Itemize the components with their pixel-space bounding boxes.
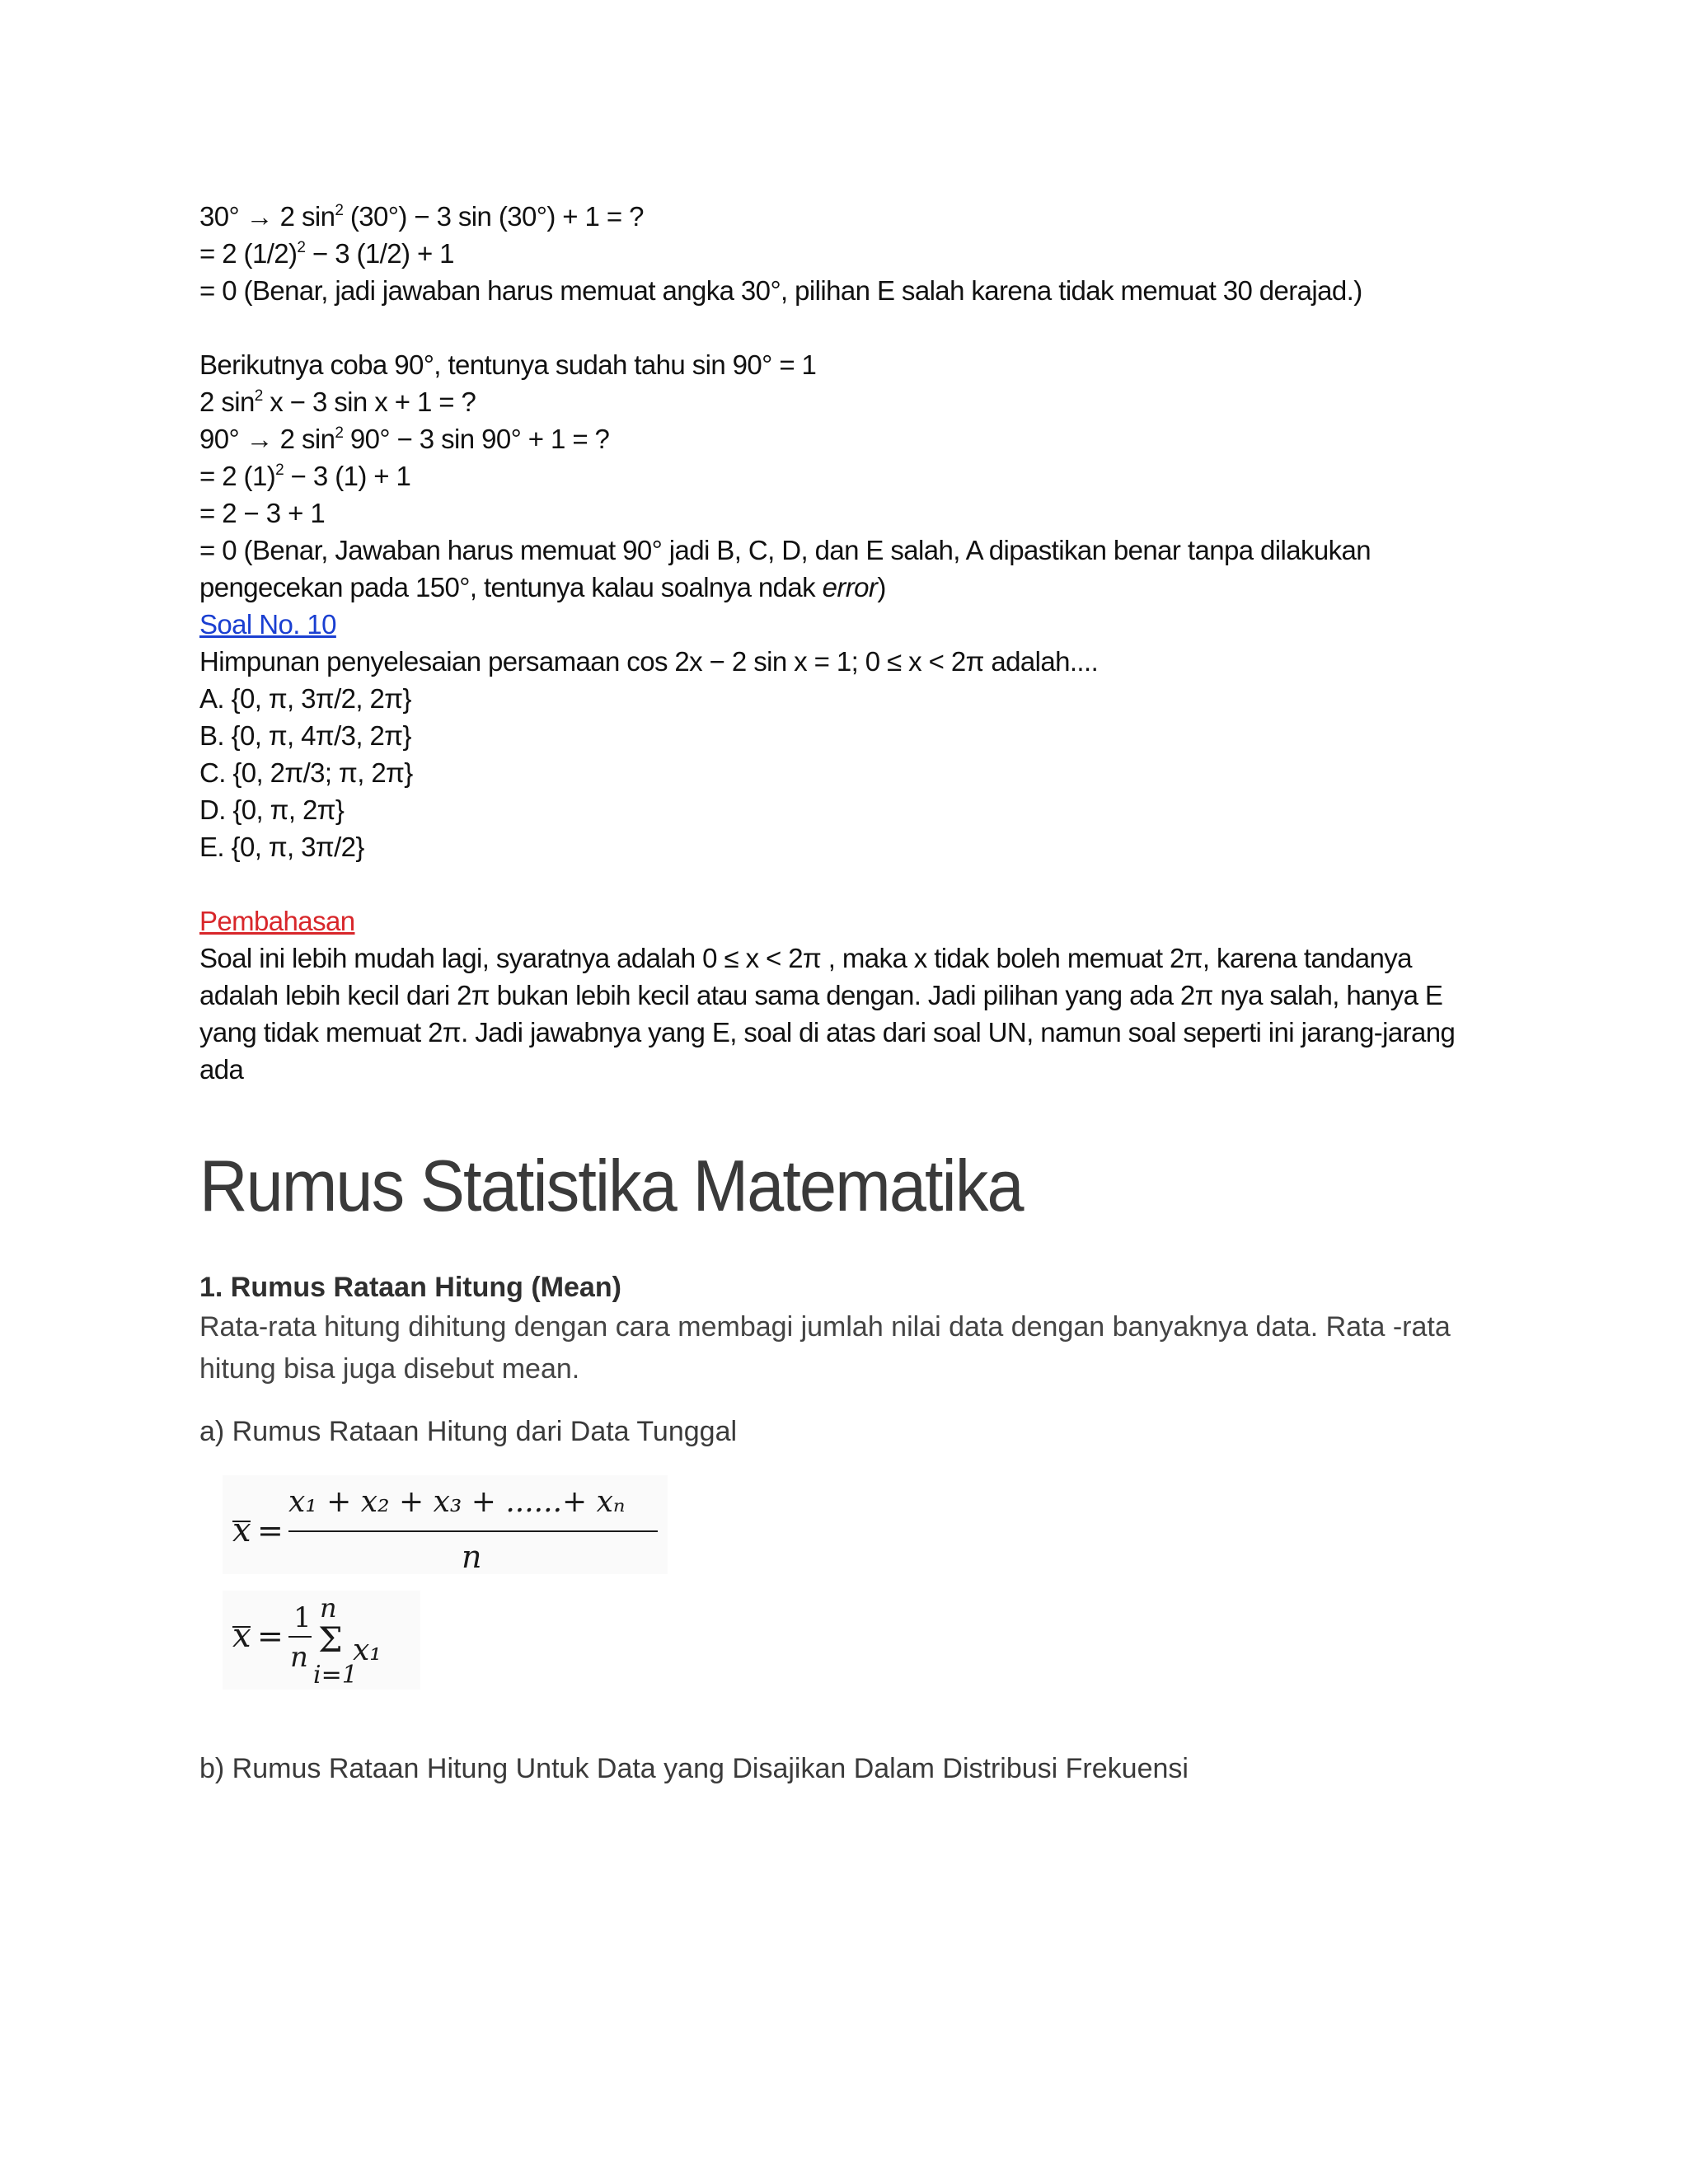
item-b-label: b) Rumus Rataan Hitung Untuk Data yang Disajikan Dalam Distribusi Frekuensi <box>199 1753 1189 1784</box>
formula1-numerator: x₁ + x₂ + x₃ + ......+ xₙ <box>288 1485 626 1519</box>
formula1-denominator: n <box>462 1539 482 1574</box>
svg-text:=: = <box>257 1618 284 1654</box>
formula-mean-expanded <box>223 1475 668 1574</box>
solution-line-2: = 2 $(1/2)^2 - 3$ (1/2) + 1 <box>199 238 454 269</box>
check90-line-5: = 2 − 3 + 1 <box>199 498 326 528</box>
question-10-prompt: Himpunan penyelesaian persamaan cos 2x − 2 sin x = 1; 0 ≤ x < 2π adalah.... <box>199 646 1099 677</box>
solution-line-1: 30° → 2 $\sin^2 (30^\circ) - 3$ sin (30°) + 1 = ? <box>199 201 644 232</box>
formula-mean-sum <box>223 1591 420 1690</box>
formula2-frac-num: 1 <box>293 1601 312 1634</box>
formula2-sum-top: n <box>320 1592 337 1624</box>
formula2-lhs: x <box>232 1617 251 1655</box>
question-10-link[interactable]: Soal No. 10 <box>199 609 336 640</box>
option-a: A. {0, π, 3π/2, 2π} <box>199 683 411 714</box>
sigma-icon: Σ <box>318 1619 343 1660</box>
option-b: B. {0, π, 4π/3, 2π} <box>199 720 411 751</box>
item-a-label: a) Rumus Rataan Hitung dari Data Tunggal <box>199 1416 738 1447</box>
section-heading: Rumus Statistika Matematika <box>199 1145 1023 1226</box>
option-e: E. {0, π, 3π/2} <box>199 832 364 862</box>
formula2-term: x₁ <box>353 1633 382 1667</box>
check90-line-1: Berikutnya coba 90°, tentunya sudah tahu sin 90° = 1 <box>199 349 817 380</box>
discussion-link[interactable]: Pembahasan <box>199 906 355 936</box>
svg-text:=: = <box>257 1512 284 1549</box>
discussion-text: Soal ini lebih mudah lagi, syaratnya adalah 0 ≤ x < 2π , maka x tidak boleh memuat 2π, karena tandanya adalah lebih kecil dari 2π bukan lebih kecil atau sama dengan. Jadi pilihan yang ada 2π nya salah, hanya E yang tidak memuat 2π. Jadi jawabnya yang E, soal di atas dari soal UN, namun soal seperti ini jarang-jarang ada <box>199 943 1456 1085</box>
check90-conclusion: = 0 (Benar, Jawaban harus memuat 90° jadi B, C, D, dan E salah, A dipastikan benar tanpa dilakukan pengecekan pada 150°, tentunya kalau soalnya ndak error) <box>199 535 1372 602</box>
mean-heading: 1. Rumus Rataan Hitung (Mean) <box>199 1272 621 1303</box>
formula2-sum-bottom: i=1 <box>313 1661 358 1690</box>
solution-line-3: = 0 (Benar, jadi jawaban harus memuat angka 30°, pilihan E salah karena tidak memuat 30 derajad.) <box>199 275 1362 306</box>
solution-previous <box>199 198 1502 1088</box>
option-c: C. {0, 2π/3; π, 2π} <box>199 757 413 788</box>
check90-line-4: = 2 $(1)^2 - 3$ (1) + 1 <box>199 461 411 491</box>
mean-description: Rata-rata hitung dihitung dengan cara membagi jumlah nilai data dengan banyaknya data. Rata -rata hitung bisa juga disebut mean. <box>199 1311 1451 1385</box>
check90-line-3: 90° → 2 $\sin^2 90^\circ - 3$ sin 90° + 1 = ? <box>199 424 610 454</box>
formula2-frac-den: n <box>290 1641 308 1674</box>
formula1-lhs: x <box>232 1511 251 1549</box>
option-d: D. {0, π, 2π} <box>199 794 345 825</box>
check90-line-2: 2 $\sin^2 x - 3$ sin x + 1 = ? <box>199 387 476 417</box>
